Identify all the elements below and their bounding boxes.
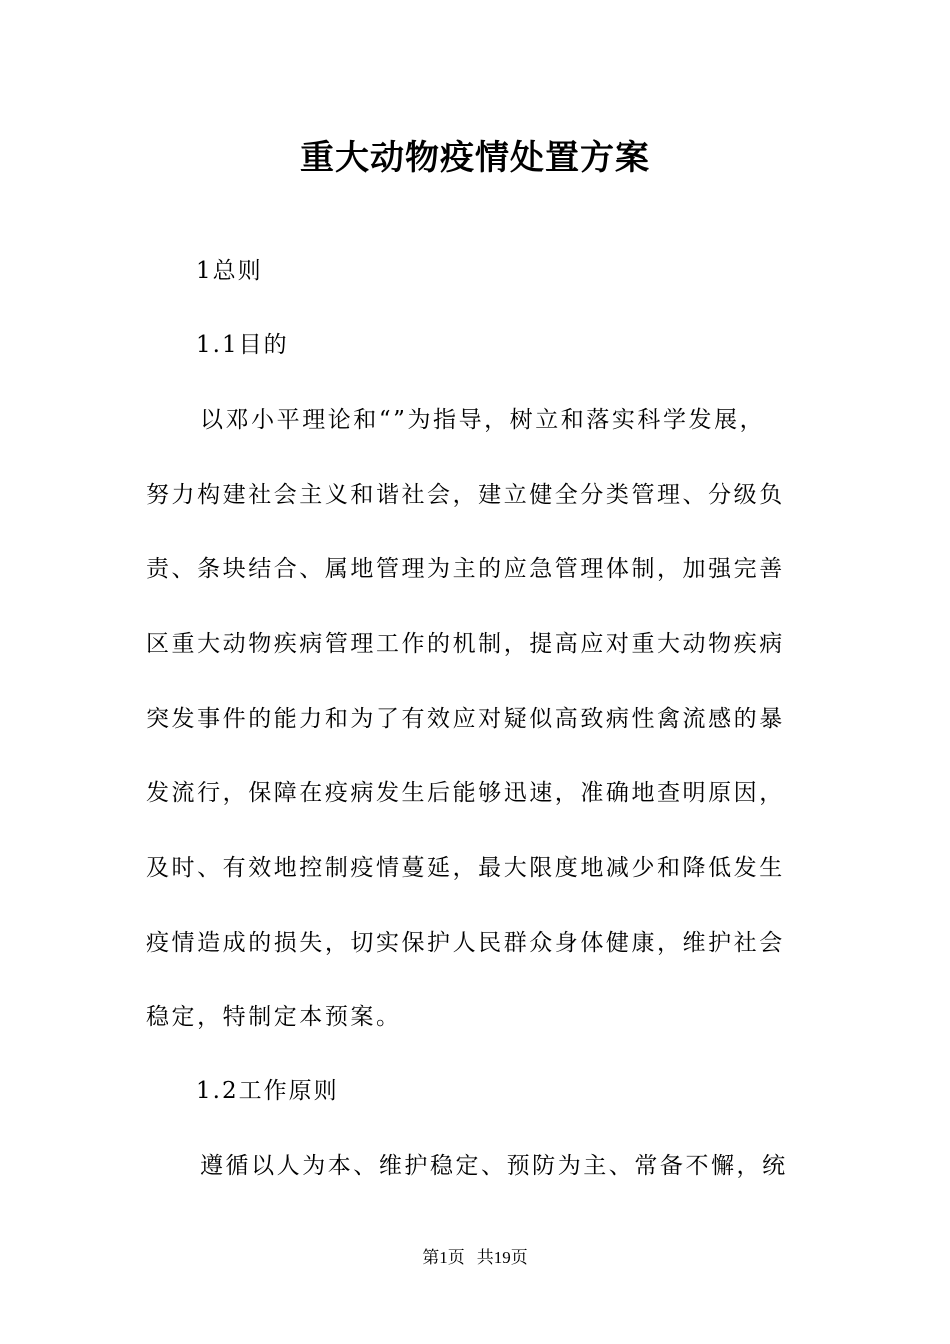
paragraph-line: 区重大动物疾病管理工作的机制，提高应对重大动物疾病: [146, 631, 785, 657]
section-heading-purpose: 1.1目的: [196, 332, 289, 358]
paragraph-line: 疫情造成的损失，切实保护人民群众身体健康，维护社会: [146, 930, 785, 956]
page-number: 第1页: [422, 1248, 465, 1267]
paragraph-line: 发流行，保障在疫病发生后能够迅速，准确地查明原因，: [146, 780, 785, 806]
section-heading-principles: 1.2工作原则: [196, 1078, 339, 1104]
paragraph-line: 及时、有效地控制疫情蔓延，最大限度地减少和降低发生: [146, 855, 785, 881]
section-heading-general: 1总则: [196, 258, 263, 284]
document-title: 重大动物疫情处置方案: [300, 138, 650, 178]
page-total: 共19页: [476, 1248, 528, 1267]
paragraph-line: 责、条块结合、属地管理为主的应急管理体制，加强完善: [146, 556, 785, 582]
paragraph-line: 稳定，特制定本预案。: [146, 1004, 402, 1030]
paragraph-line: 突发事件的能力和为了有效应对疑似高致病性禽流感的暴: [146, 706, 785, 732]
paragraph-line: 遵循以人为本、维护稳定、预防为主、常备不懈，统: [200, 1153, 788, 1179]
page-footer: [0, 1243, 950, 1268]
paragraph-line: 努力构建社会主义和谐社会，建立健全分类管理、分级负: [146, 482, 785, 508]
paragraph-line: 以邓小平理论和“”为指导，树立和落实科学发展，: [200, 407, 766, 433]
